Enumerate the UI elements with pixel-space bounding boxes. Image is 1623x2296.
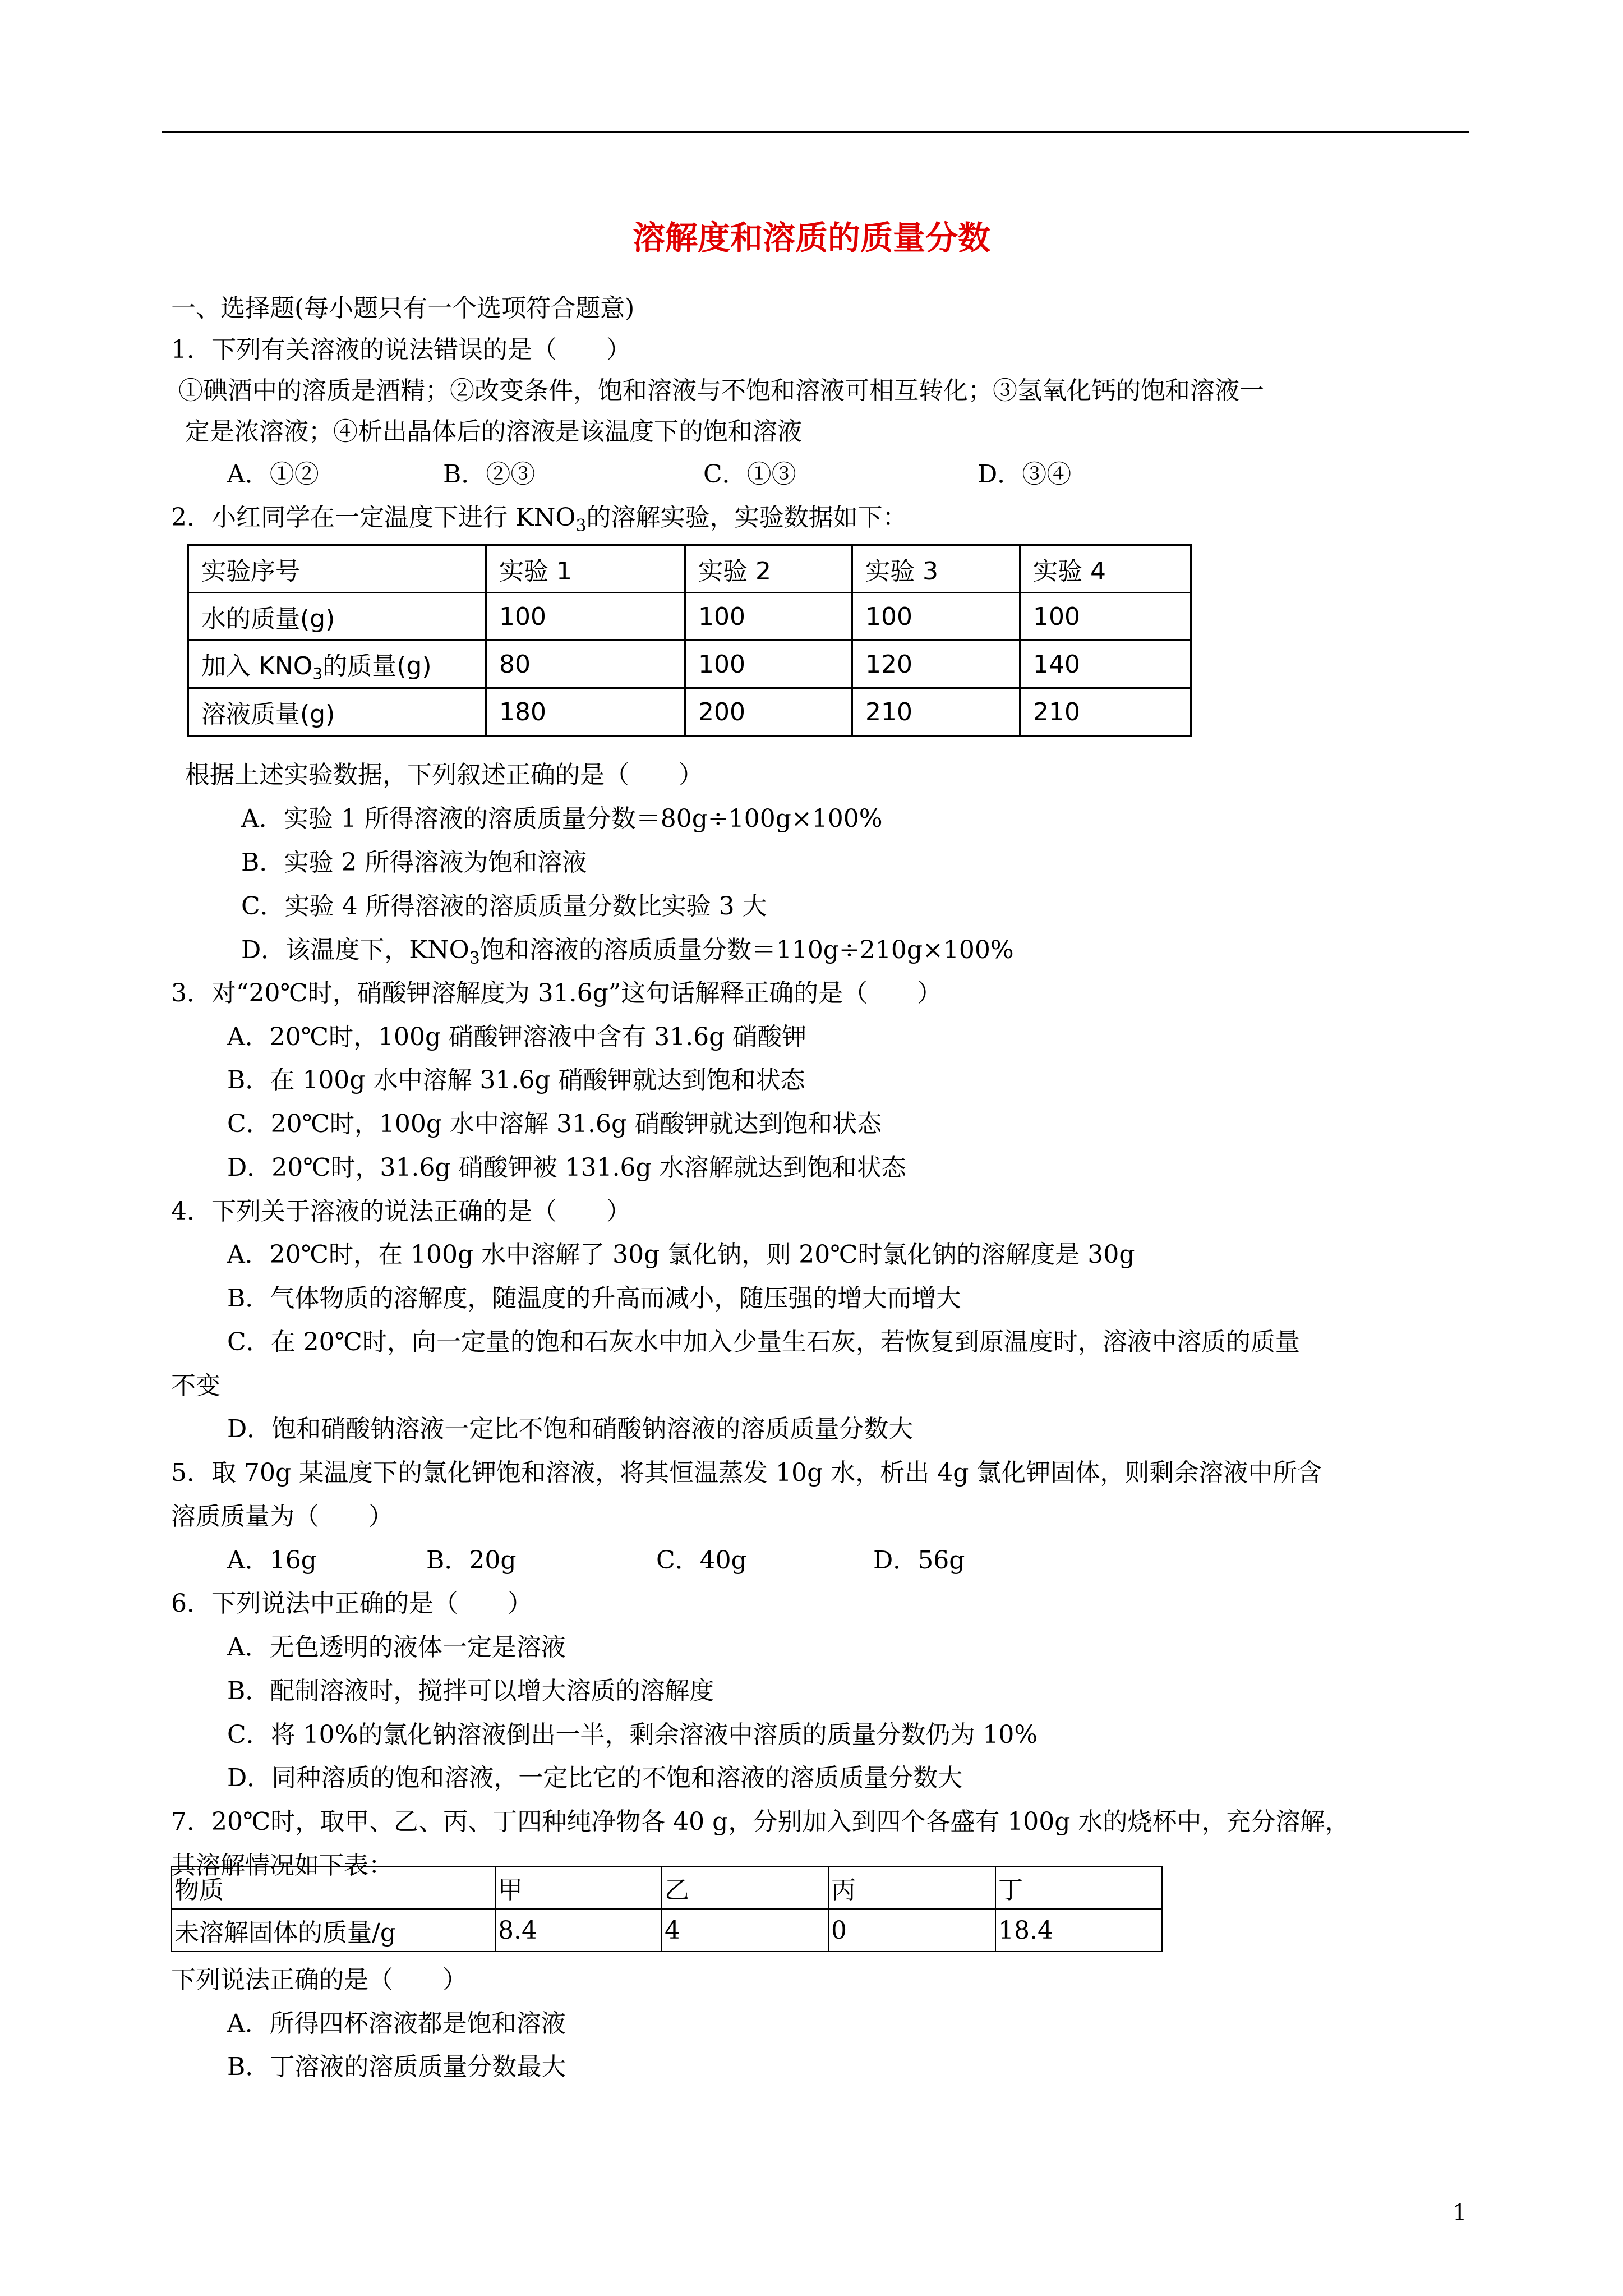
q6-stem: 6．下列说法中正确的是（ ） — [171, 1589, 532, 1618]
q4-option-d: D．饱和硝酸钠溶液一定比不饱和硝酸钠溶液的溶质质量分数大 — [227, 1415, 914, 1443]
q2-stem: 2．小红同学在一定温度下进行 $KNO_3$的溶解实验，实验数据如下： — [171, 503, 907, 536]
q7-option-a: A．所得四杯溶液都是饱和溶液 — [227, 2009, 566, 2038]
q6-option-c: C．将 10%的氯化钠溶液倒出一半，剩余溶液中溶质的质量分数仍为 10% — [227, 1720, 1038, 1749]
q4-option-b: B．气体物质的溶解度，随温度的升高而减小，随压强的增大而增大 — [227, 1284, 961, 1313]
q4-option-a: A．20℃时，在 100g 水中溶解了 30g 氯化钠，则 20℃时氯化钠的溶解度是 30g — [227, 1240, 1135, 1269]
q5-stem-line1: 5．取 70g 某温度下的氯化钾饱和溶液，将其恒温蒸发 10g 水，析出 4g 氯化钾固体，则剩余溶液中所含 — [171, 1458, 1322, 1487]
table-cell: 80 — [486, 641, 685, 688]
table-row — [188, 641, 1191, 688]
table-header-row — [172, 1866, 1162, 1909]
table-header-cell: 乙 — [662, 1866, 828, 1909]
q7-stem-line1: 7．20℃时，取甲、乙、丙、丁四种纯净物各 40 g，分别加入到四个各盛有 100g 水的烧杯中，充分溶解， — [171, 1807, 1350, 1836]
q3-option-b: B．在 100g 水中溶解 31.6g 硝酸钾就达到饱和状态 — [227, 1066, 805, 1094]
table-cell: 210 — [852, 688, 1020, 736]
page-title: 溶解度和溶质的质量分数 — [632, 219, 990, 257]
q7-follow-up: 下列说法正确的是（ ） — [171, 1966, 467, 1994]
table-header-cell: 丁 — [995, 1866, 1162, 1909]
page-number: 1 — [1453, 2200, 1467, 2226]
table-header-cell: 实验 3 — [852, 545, 1020, 593]
q3-stem: 3．对“20℃时，硝酸钾溶解度为 31.6g”这句话解释正确的是（ ） — [171, 979, 942, 1007]
q2-option-a: A．实验 1 所得溶液的溶质质量分数＝80g÷100g×100% — [241, 804, 883, 833]
q1-option-c: C．①③ — [703, 460, 796, 489]
table-cell: 4 — [662, 1909, 828, 1952]
q4-option-c-continued: 不变 — [171, 1372, 220, 1400]
table-cell: 180 — [486, 688, 685, 736]
table-cell: 100 — [685, 641, 852, 688]
table-header-row — [188, 545, 1191, 593]
q1-option-d: D．③④ — [978, 460, 1072, 489]
table-header-cell: 物质 — [172, 1866, 495, 1909]
table-cell: 100 — [486, 593, 685, 641]
q2-data-table — [187, 544, 1192, 737]
table-row-label: 加入 KNO3的质量(g) — [188, 641, 486, 688]
q1-option-b: B．②③ — [443, 460, 536, 489]
q6-option-a: A．无色透明的液体一定是溶液 — [227, 1633, 566, 1662]
table-row-label: 未溶解固体的质量/g — [172, 1909, 495, 1952]
q2-option-b: B．实验 2 所得溶液为饱和溶液 — [241, 848, 587, 877]
table-cell: 210 — [1020, 688, 1191, 736]
q7-option-b: B．丁溶液的溶质质量分数最大 — [227, 2053, 566, 2081]
q4-option-c: C．在 20℃时，向一定量的饱和石灰水中加入少量生石灰，若恢复到原温度时，溶液中溶质的质量 — [227, 1328, 1300, 1356]
q5-option-d: D．56g — [873, 1546, 965, 1575]
table-cell: 120 — [852, 641, 1020, 688]
q2-follow-up: 根据上述实验数据，下列叙述正确的是（ ） — [185, 761, 703, 789]
q5-option-b: B．20g — [426, 1546, 517, 1575]
q1-statement-line1: ①碘酒中的溶质是酒精；②改变条件，饱和溶液与不饱和溶液可相互转化；③氢氧化钙的饱和溶液一 — [178, 376, 1264, 405]
table-header-cell: 实验 4 — [1020, 545, 1191, 593]
q7-stem-line2: 其溶解情况如下表： — [171, 1851, 393, 1880]
table-cell: 100 — [685, 593, 852, 641]
table-header-cell: 实验序号 — [188, 545, 486, 593]
table-cell: 0 — [828, 1909, 995, 1952]
table-header-cell: 实验 2 — [685, 545, 852, 593]
q7-data-table — [171, 1866, 1163, 1952]
q6-option-b: B．配制溶液时，搅拌可以增大溶质的溶解度 — [227, 1677, 714, 1705]
q1-statement-line2: 定是浓溶液；④析出晶体后的溶液是该温度下的饱和溶液 — [185, 417, 802, 446]
table-header-cell: 实验 1 — [486, 545, 685, 593]
table-cell: 140 — [1020, 641, 1191, 688]
q5-option-a: A．16g — [227, 1546, 317, 1575]
table-row-label: 溶液质量(g) — [188, 688, 486, 736]
table-row — [188, 688, 1191, 736]
q1-option-a: A．①② — [227, 460, 319, 489]
table-row-label: 水的质量(g) — [188, 593, 486, 641]
table-header-cell: 甲 — [495, 1866, 662, 1909]
table-row — [172, 1909, 1162, 1952]
table-header-cell: 丙 — [828, 1866, 995, 1909]
q4-stem: 4．下列关于溶液的说法正确的是（ ） — [171, 1197, 631, 1226]
q5-stem-line2: 溶质质量为（ ） — [171, 1502, 393, 1531]
table-row — [188, 593, 1191, 641]
table-cell: 200 — [685, 688, 852, 736]
q3-option-a: A．20℃时，100g 硝酸钾溶液中含有 31.6g 硝酸钾 — [227, 1023, 807, 1051]
table-cell: 8.4 — [495, 1909, 662, 1952]
q6-option-d: D．同种溶质的饱和溶液，一定比它的不饱和溶液的溶质质量分数大 — [227, 1764, 963, 1792]
q1-stem: 1．下列有关溶液的说法错误的是（ ） — [171, 335, 631, 364]
section-heading: 一、选择题(每小题只有一个选项符合题意) — [171, 294, 635, 323]
q3-option-d: D．20℃时，31.6g 硝酸钾被 131.6g 水溶解就达到饱和状态 — [227, 1153, 906, 1182]
q2-option-c: C．实验 4 所得溶液的溶质质量分数比实验 3 大 — [241, 892, 767, 921]
table-cell: 100 — [1020, 593, 1191, 641]
table-cell: 100 — [852, 593, 1020, 641]
q3-option-c: C．20℃时，100g 水中溶解 31.6g 硝酸钾就达到饱和状态 — [227, 1110, 882, 1138]
header-rule — [162, 131, 1469, 133]
q5-option-c: C．40g — [656, 1546, 747, 1575]
table-cell: 18.4 — [995, 1909, 1162, 1952]
q2-option-d: D．该温度下，$KNO_3$饱和溶液的溶质质量分数＝110g÷210g×100% — [241, 936, 1014, 968]
